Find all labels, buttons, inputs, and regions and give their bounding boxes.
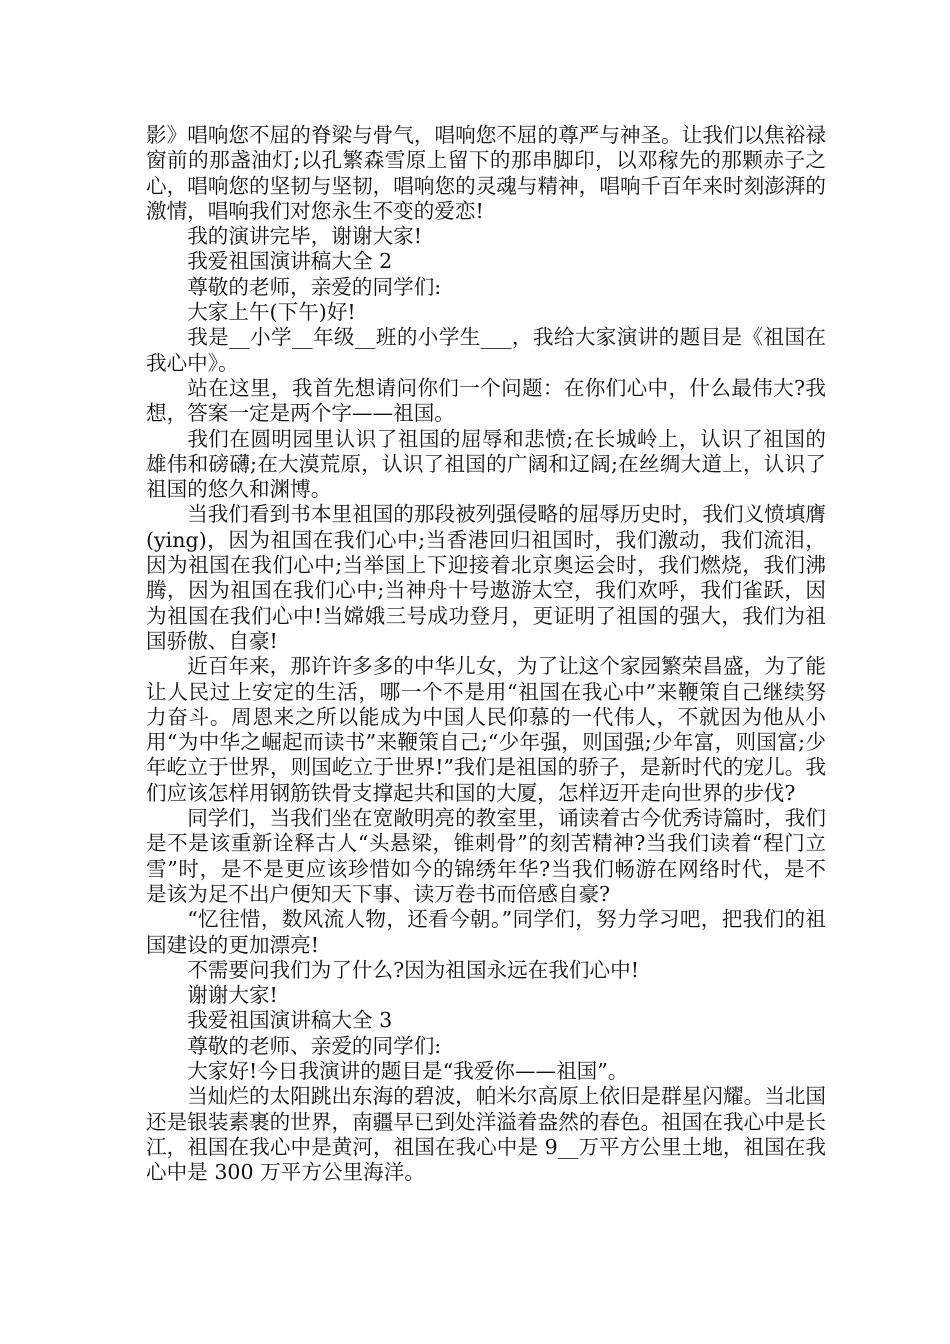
paragraph: 我的演讲完毕，谢谢大家!	[187, 224, 422, 249]
paragraph: 影》唱响您不屈的脊梁与骨气，唱响您不屈的尊严与神圣。让我们以焦裕禄窗前的那盏油灯;以孔繁森雪原上留下的那串脚印，以邓稼先的那颗赤子之心，唱响您的坚韧与坚韧，唱响您的灵魂与精神，唱响千百年来时刻澎湃的激情，唱响我们对您永生不变的爱恋!	[146, 123, 826, 223]
paragraph: “忆往惜，数风流人物，还看今朝。”同学们，努力学习吧，把我们的祖国建设的更加漂亮!	[146, 907, 826, 957]
paragraph: 尊敬的老师、亲爱的同学们:	[187, 1033, 442, 1058]
paragraph: 近百年来，那许许多多的中华儿女，为了让这个家园繁荣昌盛，为了能让人民过上安定的生活，哪一个不是用“祖国在我心中”来鞭策自己继续努力奋斗。周恩来之所以能成为中国人民仰慕的一代伟人，不就因为他从小用“为中华之崛起而读书”来鞭策自己;“少年强，则国强;少年富，则国富;少年屹立于世界，则国屹立于世界!”我们是祖国的骄子，是新时代的宠儿。我们应该怎样用钢筋铁骨支撑起共和国的大厦，怎样迈开走向世界的步伐?	[146, 654, 826, 805]
paragraph: 大家上午(下午)好!	[187, 300, 356, 325]
paragraph: 站在这里，我首先想请问你们一个问题：在你们心中，什么最伟大?我想，答案一定是两个字——祖国。	[146, 375, 826, 426]
paragraph: 我们在圆明园里认识了祖国的屈辱和悲愤;在长城岭上，认识了祖国的雄伟和磅礴;在大漠荒原，认识了祖国的广阔和辽阔;在丝绸大道上，认识了祖国的悠久和渊博。	[146, 426, 826, 502]
paragraph: 当灿烂的太阳跳出东海的碧波，帕米尔高原上依旧是群星闪耀。当北国还是银装素裹的世界，南疆早已到处洋溢着盎然的春色。祖国在我心中是长江，祖国在我心中是黄河，祖国在我心中是 9__万平方公里土地，祖国在我心中是 300 万平方公里海洋。	[146, 1084, 826, 1185]
paragraph: 不需要问我们为了什么?因为祖国永远在我们心中!	[187, 957, 639, 982]
paragraph: 谢谢大家!	[187, 983, 278, 1008]
paragraph: 我是__小学__年级__班的小学生___，我给大家演讲的题目是《祖国在我心中》。	[146, 325, 826, 375]
paragraph: 同学们，当我们坐在宽敞明亮的教室里，诵读着古今优秀诗篇时，我们是不是该重新诠释古人“头悬梁，锥刺骨”的刻苦精神?当我们读着“程门立雪”时，是不是更应该珍惜如今的锦绣年华?当我们畅游在网络时代，是不是该为足不出户便知天下事、读万卷书而倍感自豪?	[146, 806, 826, 906]
paragraph: 当我们看到书本里祖国的那段被列强侵略的屈辱历史时，我们义愤填膺(ying)，因为祖国在我们心中;当香港回归祖国时，我们激动，我们流泪，因为祖国在我们心中;当举国上下迎接着北京奥运会时，我们燃烧，我们沸腾，因为祖国在我们心中;当神舟十号遨游太空，我们欢呼，我们雀跃，因为祖国在我们心中!当嫦娥三号成功登月，更证明了祖国的强大，我们为祖国骄傲、自豪!	[146, 502, 826, 653]
paragraph: 尊敬的老师，亲爱的同学们:	[187, 274, 442, 299]
paragraph: 我爱祖国演讲稿大全 3	[187, 1008, 393, 1033]
paragraph: 我爱祖国演讲稿大全 2	[187, 249, 393, 274]
paragraph: 大家好!今日我演讲的题目是“我爱你——祖国”。	[187, 1058, 629, 1083]
document-body	[146, 123, 826, 1185]
